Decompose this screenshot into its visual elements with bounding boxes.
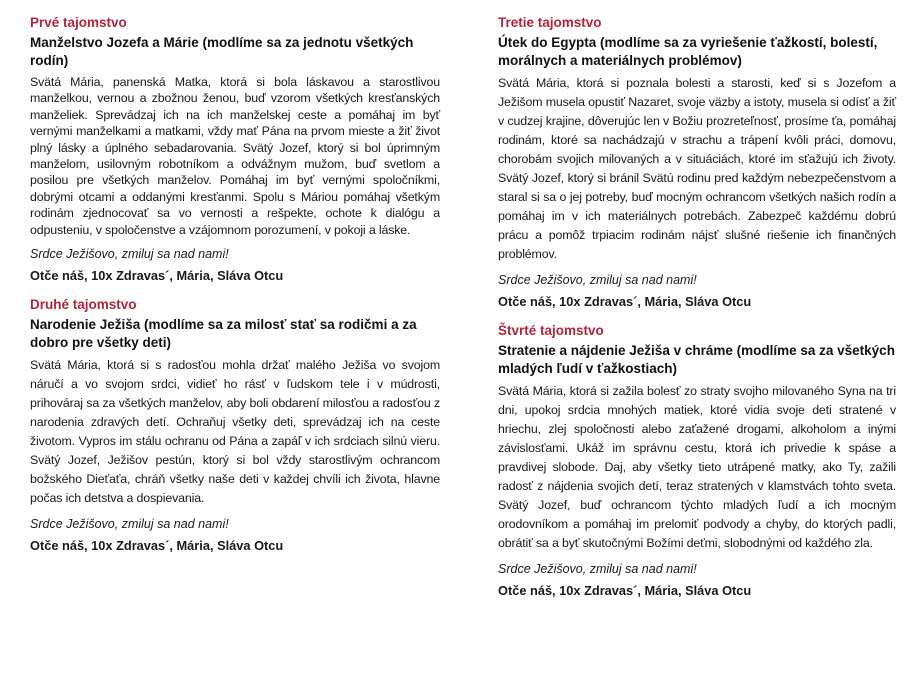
- mystery-body: Svätá Mária, panenská Matka, ktorá si bola láskavou a starostlivou manželkou, vernou a zbožnou ženou, buď vzorom všetkých kresťanských manželiek. Sprevádzaj ich na ich manželskej ceste a pomáhaj im byť vernými manželkami a matkami, vždy mať Pána na prvom mieste a žiť život plný lásky a úplného sebadarovania. Svätý Jozef, ktorý si bol úprimným manželom, usilovným robotníkom a odvážnym mužom, buď svetlom a posilou pre všetkých manželov. Pomáhaj im byť vernými spoločníkmi, dobrými otcami a oddanými kresťanmi. Spolu s Máriou pomáhaj všetkým rodinám zjednocovať sa vo vernosti a rešpekte, ochote k dialógu a odpusteniu, v spoločenstve a vzájomnom porozumení, v pokoji a láske.: [30, 75, 440, 237]
- mystery-3: [498, 14, 896, 310]
- mystery-prayers: Otče náš, 10x Zdravas´, Mária, Sláva Otcu: [30, 538, 284, 554]
- mystery-heading: Štvrté tajomstvo: [498, 323, 604, 338]
- mystery-invocation: Srdce Ježišovo, zmiluj sa nad nami!: [30, 247, 229, 262]
- mystery-invocation: Srdce Ježišovo, zmiluj sa nad nami!: [498, 562, 697, 576]
- mystery-heading: Prvé tajomstvo: [30, 15, 127, 30]
- mystery-invocation: Srdce Ježišovo, zmiluj sa nad nami!: [498, 273, 697, 287]
- mystery-heading: Druhé tajomstvo: [30, 297, 137, 313]
- mystery-2: [30, 296, 440, 554]
- mystery-prayers: Otče náš, 10x Zdravas´, Mária, Sláva Otcu: [498, 294, 752, 309]
- mystery-title: Útek do Egypta (modlíme sa za vyriešenie ťažkostí, bolestí, morálnych a materiálnych problémov): [498, 35, 878, 68]
- mystery-body: Svätá Mária, ktorá si s radosťou mohla držať malého Ježiša vo svojom náručí a vo svojom srdci, vidieť ho rásť v ľudskom tele i v múdrosti, prihováraj sa za všetkých manželov, aby boli obdarení milosťou a radosťou z narodenia zdravých detí. Ochraňuj všetky deti, sprevádzaj ich na ceste životom. Vypros im stálu ochranu od Pána a zapáľ v ich srdciach silnú vieru. Svätý Jozef, Ježišov pestún, ktorý si bol vždy starostlivým ochrancom božského Dieťaťa, chráň všetky naše deti v každej chvíli ich života, hlavne počas ich detstva a dospievania.: [30, 358, 440, 506]
- mystery-title: Narodenie Ježiša (modlíme sa za milosť stať sa rodičmi a za dobro pre všetky deti): [30, 317, 417, 351]
- right-column: [498, 14, 896, 611]
- mystery-title: Stratenie a nájdenie Ježiša v chráme (modlíme sa za všetkých mladých ľudí v ťažkostiach): [498, 343, 895, 376]
- mystery-body: Svätá Mária, ktorá si zažila bolesť zo straty svojho milovaného Syna na tri dni, upokoj srdcia mnohých matiek, ktoré vidia svoje deti stratené v hriechu, zlej spoločnosti alebo zaťažené drogami, alkoholom a inými závislosťami. Ukáž im správnu cestu, ktorá ich privedie k spáse a pravdivej slobode. Daj, aby všetky tieto utrápené matky, ako Ty, zažili radosť z nájdenia svojich detí, teraz stratených v klamstvách tohto sveta. Svätý Jozef, buď ochrancom týchto mladých ľudí a ich mocným orodovníkom a pomáhaj im prelomiť podvody a chyby, do ktorých padli, obrátiť sa a byť skutočnými Božími deťmi, slobodnými od každého zla.: [498, 384, 896, 550]
- mystery-prayers: Otče náš, 10x Zdravas´, Mária, Sláva Otcu: [30, 268, 284, 284]
- mystery-4: [498, 322, 896, 599]
- mystery-title: Manželstvo Jozefa a Márie (modlíme sa za jednotu všetkých rodín): [30, 35, 414, 68]
- mystery-body: Svätá Mária, ktorá si poznala bolesti a starosti, keď si s Jozefom a Ježišom musela opustiť Nazaret, svoje väzby a istoty, musela si odísť a žiť v cudzej krajine, dôverujúc len v Božiu prozreteľnosť, prosíme ťa, pomáhaj rodinám, ktoré sa nachádzajú v strachu a trápení kvôli práci, domovu, chorobám svojich milovaných a v situáciách, ktoré im sťažujú ich životy. Svätý Jozef, ktorý si bránil Svätú rodinu pred každým nebezpečenstvom a staral si sa o jej potreby, buď mocným ochrancom všetkých našich rodín a pomáhaj im v ich materiálnych potrebách. Zabezpeč každému dobrú prácu a pomôž trpiacim rodinám nájsť slušné riešenie ich finančných problémov.: [498, 76, 896, 261]
- mystery-heading: Tretie tajomstvo: [498, 15, 602, 30]
- left-column: [30, 14, 440, 566]
- mystery-invocation: Srdce Ježišovo, zmiluj sa nad nami!: [30, 517, 229, 532]
- mystery-1: [30, 14, 440, 284]
- mystery-prayers: Otče náš, 10x Zdravas´, Mária, Sláva Otcu: [498, 583, 752, 598]
